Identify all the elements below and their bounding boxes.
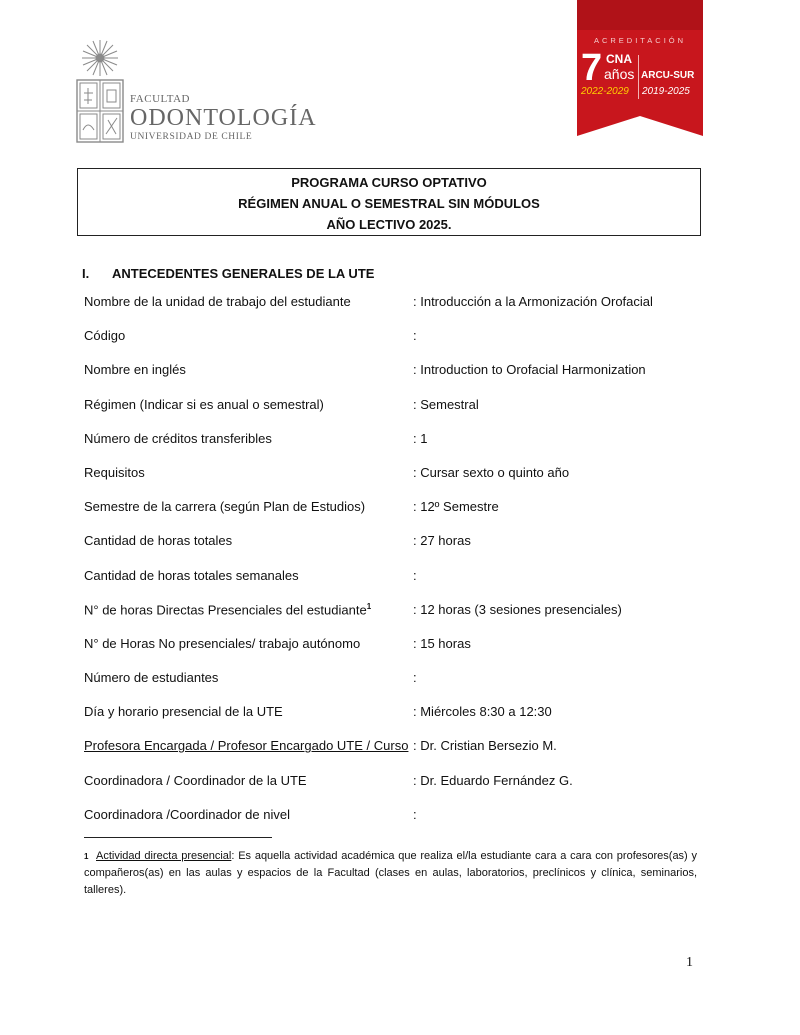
field-label: Cantidad de horas totales semanales: [84, 567, 299, 583]
accreditation-agency: CNA: [606, 52, 632, 66]
field-value: : Dr. Cristian Bersezio M.: [413, 738, 557, 754]
field-label: Cantidad de horas totales: [84, 533, 233, 549]
field-value: : Introduction to Orofacial Harmonization: [413, 362, 646, 378]
field-label: Requisitos: [84, 464, 145, 480]
field-row: [84, 736, 704, 770]
field-label: N° de Horas No presenciales/ trabajo autónomo: [84, 635, 361, 651]
field-label: Semestre de la carrera (según Plan de Estudios): [84, 499, 366, 515]
general-info-fields: [84, 292, 704, 839]
field-value: : Introducción a la Armonización Orofacial: [413, 294, 653, 309]
program-title-box: [77, 168, 701, 236]
accreditation-other-years: 2019-2025: [642, 86, 690, 97]
accreditation-cna-years: 2022-2029: [581, 86, 629, 97]
field-value: : Miércoles 8:30 a 12:30: [413, 704, 552, 720]
section-title: ANTECEDENTES GENERALES DE LA UTE: [112, 266, 375, 281]
field-label: Nombre en inglés: [84, 362, 186, 378]
field-label: Número de estudiantes: [84, 670, 219, 686]
accreditation-number: 7: [581, 47, 603, 89]
field-value: : Semestral: [413, 396, 479, 412]
field-value: : 15 horas: [413, 635, 471, 651]
field-row: [84, 326, 704, 360]
field-row: [84, 531, 704, 565]
field-label: Coordinadora /Coordinador de nivel: [84, 806, 290, 822]
footnote-separator: [84, 837, 272, 838]
field-value: :: [413, 806, 417, 822]
field-row: [84, 600, 704, 634]
field-label: Coordinadora / Coordinador de la UTE: [84, 772, 307, 788]
field-label: Nombre de la unidad de trabajo del estudiante: [84, 294, 351, 309]
field-row: [84, 360, 704, 394]
footnote-text: : Es aquella actividad académica que realiza el/la estudiante cara a cara con profesores(as) y compañeros(as) en las aulas y espacios de la Facultad (clases en aulas, laboratorios, preclínicos y clínica, seminarios, talleres).: [84, 850, 698, 896]
field-row: [84, 292, 704, 326]
field-label: Día y horario presencial de la UTE: [84, 704, 283, 720]
field-row: [84, 429, 704, 463]
field-row: [84, 771, 704, 805]
field-value: :: [413, 328, 417, 344]
title-line-1: PROGRAMA CURSO OPTATIVO: [291, 175, 487, 190]
field-label: Profesora Encargada / Profesor Encargado UTE / Curso: [84, 738, 409, 754]
accreditation-title: ACREDITACIÓN: [593, 36, 687, 45]
section-heading: [82, 266, 374, 281]
field-label: Número de créditos transferibles: [84, 430, 272, 446]
field-row: [84, 805, 704, 839]
footnote-mark: 1: [84, 852, 89, 861]
section-number: I.: [82, 266, 90, 281]
field-label-text: N° de horas Directas Presenciales del estudiante: [84, 602, 367, 618]
field-value: :: [413, 567, 417, 583]
accreditation-years-word: años: [604, 66, 635, 82]
field-row: [84, 566, 704, 600]
field-row: [84, 497, 704, 531]
field-row: [84, 463, 704, 497]
field-row: [84, 395, 704, 429]
footnote-ref[interactable]: 1: [366, 601, 372, 611]
field-value: : Dr. Eduardo Fernández G.: [413, 772, 573, 788]
faculty-logo: [74, 38, 317, 148]
field-value: : Cursar sexto o quinto año: [413, 464, 570, 480]
field-value: : 27 horas: [413, 533, 471, 549]
field-row: [84, 702, 704, 736]
accreditation-other-agency: ARCU-SUR: [641, 70, 695, 81]
logo-faculty-label: FACULTAD: [130, 93, 190, 105]
field-value: : 12º Semestre: [413, 499, 499, 515]
accreditation-divider: [638, 55, 639, 99]
accreditation-banner: [577, 0, 703, 148]
footnote-term: Actividad directa presencial: [96, 850, 232, 862]
field-label: Código: [84, 328, 126, 344]
field-value: : 1: [413, 430, 428, 446]
footnote: [84, 848, 697, 899]
field-row: [84, 634, 704, 668]
title-line-3: AÑO LECTIVO 2025.: [326, 217, 452, 232]
field-row: [84, 668, 704, 702]
page-number: 1: [686, 955, 693, 970]
field-label-with-footnote: [84, 602, 371, 617]
field-value: : 12 horas (3 sesiones presenciales): [413, 601, 622, 617]
logo-faculty-name: ODONTOLOGÍA: [130, 105, 317, 131]
university-crest-icon: [74, 38, 134, 148]
title-line-2: RÉGIMEN ANUAL O SEMESTRAL SIN MÓDULOS: [238, 196, 540, 211]
logo-wordmark: [130, 93, 317, 142]
field-value: :: [413, 670, 417, 686]
field-label: Régimen (Indicar si es anual o semestral): [84, 396, 324, 412]
logo-university-name: UNIVERSIDAD DE CHILE: [130, 132, 253, 142]
